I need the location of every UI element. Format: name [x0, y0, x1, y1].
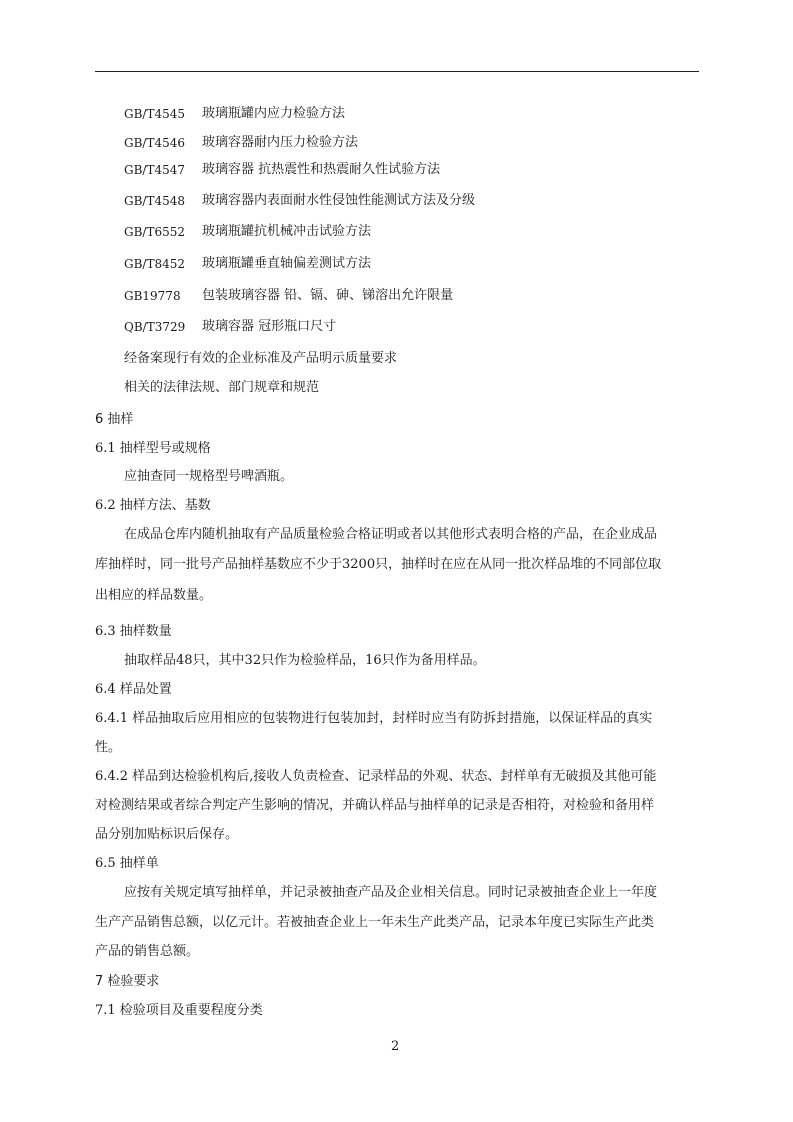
standard-code: GB/T4548 — [124, 194, 185, 208]
section-6-2-line: 在成品仓库内随机抽取有产品质量检验合格证明或者以其他形式表明合格的产品，在企业成品 — [124, 527, 658, 542]
section-6-4-heading: 6.4 样品处置 — [95, 682, 172, 697]
section-7-1-heading: 7.1 检验项目及重要程度分类 — [95, 1003, 263, 1018]
section-6-2-line: 库抽样时，同一批号产品抽样基数应不少于3200只，抽样时在应在从同一批次样品堆的不同部位取 — [95, 557, 662, 572]
standard-code: GB/T4545 — [124, 107, 185, 121]
standard-code: GB/T4546 — [124, 136, 185, 150]
section-7-heading: 7 检验要求 — [95, 974, 160, 989]
section-6-4-2-line: 品分别加贴标识后保存。 — [95, 827, 239, 842]
standard-name: 玻璃容器 冠形瓶口尺寸 — [202, 319, 337, 334]
standard-code: GB19778 — [124, 289, 181, 303]
section-6-heading: 6 抽样 — [95, 412, 134, 427]
section-6-2-line: 出相应的样品数量。 — [95, 588, 213, 603]
standard-name: 玻璃瓶罐内应力检验方法 — [202, 106, 346, 121]
section-6-3-heading: 6.3 抽样数量 — [95, 624, 172, 639]
standard-name: 玻璃瓶罐抗机械冲击试验方法 — [202, 224, 372, 239]
extra-ref: 相关的法律法规、部门规章和规范 — [124, 380, 320, 395]
extra-ref: 经备案现行有效的企业标准及产品明示质量要求 — [124, 351, 398, 366]
standard-code: QB/T3729 — [124, 320, 186, 334]
standard-code: GB/T8452 — [124, 257, 185, 271]
section-6-4-2-line: 6.4.2 样品到达检验机构后,接收人负责检查、记录样品的外观、状态、封样单有无破损及其他可能 — [95, 769, 657, 784]
section-6-3-body: 抽取样品48只，其中32只作为检验样品，16只作为备用样品。 — [124, 653, 486, 668]
header-rule — [95, 71, 699, 72]
standard-code: GB/T4547 — [124, 163, 185, 177]
standard-code: GB/T6552 — [124, 225, 185, 239]
section-6-1-body: 应抽查同一规格型号啤酒瓶。 — [124, 469, 294, 484]
section-6-4-1-line: 性。 — [95, 740, 122, 755]
standard-name: 玻璃容器耐内压力检验方法 — [202, 135, 359, 150]
section-6-5-line: 应按有关规定填写抽样单，并记录被抽查产品及企业相关信息。同时记录被抽查企业上一年度 — [124, 885, 658, 900]
section-6-4-1-line: 6.4.1 样品抽取后应用相应的包装物进行包装加封，封样时应当有防拆封措施，以保证样品的真实 — [95, 711, 653, 726]
page-number: 2 — [391, 1039, 400, 1054]
standard-name: 玻璃瓶罐垂直轴偏差测试方法 — [202, 256, 372, 271]
section-6-5-line: 生产产品销售总额，以亿元计。若被抽查企业上一年未生产此类产品，记录本年度已实际生产此类 — [95, 915, 655, 930]
section-6-5-heading: 6.5 抽样单 — [95, 856, 159, 871]
standard-name: 包装玻璃容器 铅、镉、砷、锑溶出允许限量 — [202, 288, 454, 303]
standard-name: 玻璃容器内表面耐水性侵蚀性能测试方法及分级 — [202, 193, 476, 208]
section-6-2-heading: 6.2 抽样方法、基数 — [95, 498, 211, 513]
section-6-5-line: 产品的销售总额。 — [95, 944, 200, 959]
section-6-4-2-line: 对检测结果或者综合判定产生影响的情况，并确认样品与抽样单的记录是否相符，对检验和备用样 — [95, 798, 655, 813]
section-6-1-heading: 6.1 抽样型号或规格 — [95, 441, 211, 456]
standard-name: 玻璃容器 抗热震性和热震耐久性试验方法 — [202, 162, 441, 177]
